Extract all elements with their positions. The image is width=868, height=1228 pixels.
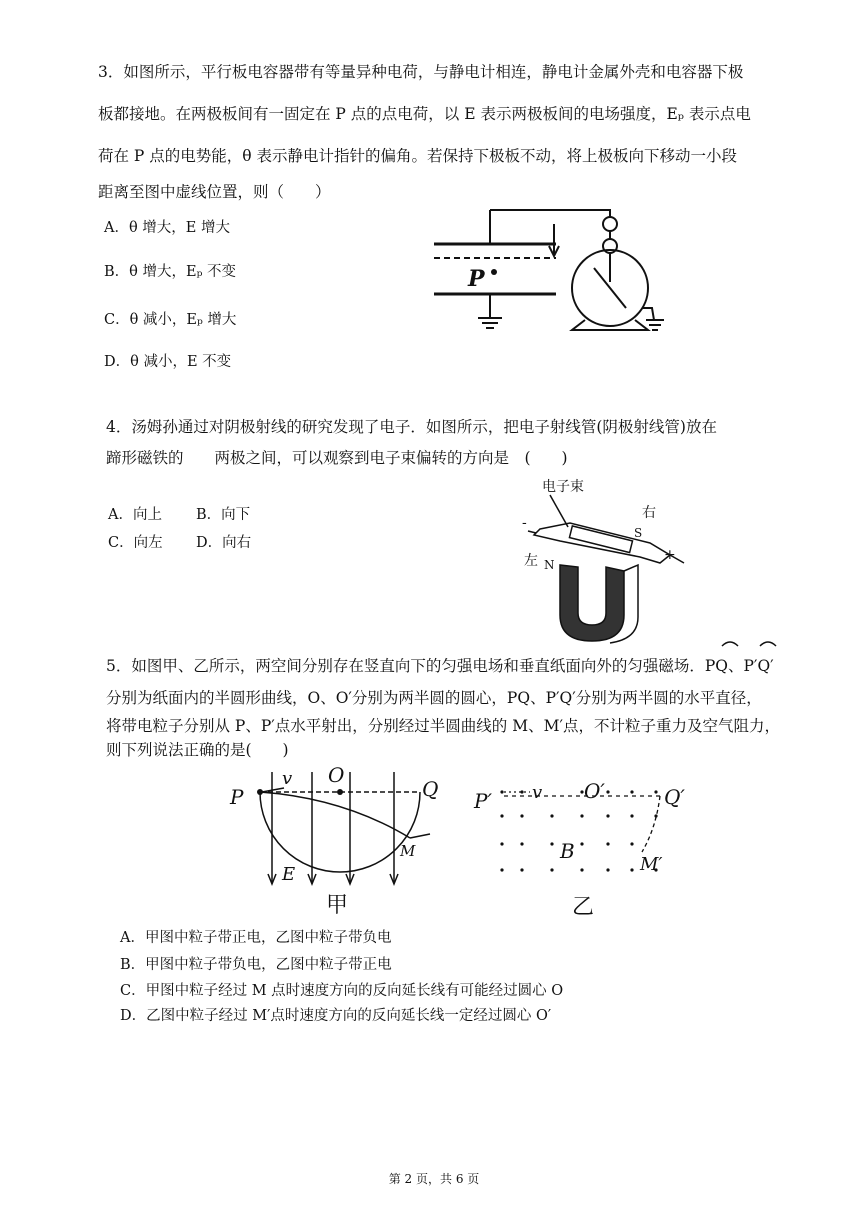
q3-fig-p-label: P (468, 266, 485, 292)
q3-capacitor-figure (420, 200, 680, 340)
q5-line2: 分别为纸面内的半圆形曲线，O、O′分别为两半圆的圆心，PQ、P′Q′分别为两半圆的水平直径， (106, 689, 762, 707)
q5-line3: 将带电粒子分别从 P、P′点水平射出，分别经过半圆曲线的 M、M′点，不计粒子重力及空气阻力， (106, 717, 780, 735)
q5-yi-o: O′ (584, 779, 605, 803)
q3-option-a: A．θ 增大，E 增大 (104, 220, 231, 236)
q5-figure-yi (470, 768, 710, 924)
q5-line4: 则下列说法正确的是( ) (106, 741, 289, 759)
q3-line1: 3．如图所示，平行板电容器带有等量异种电荷，与静电计相连，静电计金属外壳和电容器下极 (98, 63, 744, 81)
q4-line2: 蹄形磁铁的 两极之间，可以观察到电子束偏转的方向是 ( ) (106, 449, 568, 467)
q5-jia-q: Q (422, 777, 439, 801)
q5-option-b: B．甲图中粒子带负电，乙图中粒子带正电 (120, 957, 392, 973)
q5-yi-p: P′ (474, 789, 492, 813)
q5-line1: 5．如图甲、乙所示，两空间分别存在竖直向下的匀强电场和垂直纸面向外的匀强磁场．PQ、P′Q′ (106, 657, 774, 675)
q4-left-label: 左 (524, 553, 538, 569)
q5-yi-v: v (532, 782, 543, 803)
q5-jia-v: v (282, 768, 293, 789)
q5-jia-o: O (328, 763, 345, 787)
q5-jia-m: M (400, 842, 416, 860)
q5-jia-caption: 甲 (326, 893, 349, 918)
q4-beam-label: 电子束 (542, 479, 584, 495)
q5-option-d: D．乙图中粒子经过 M′点时速度方向的反向延长线一定经过圆心 O′ (120, 1008, 552, 1024)
q4-option-a: A．向上 (108, 507, 162, 523)
q3-line4: 距离至图中虚线位置，则（ ） (98, 183, 331, 201)
q3-option-b: B．θ 增大，Eₚ 不变 (104, 264, 236, 280)
q5-option-a: A．甲图中粒子带正电，乙图中粒子带负电 (120, 930, 392, 946)
q5-yi-b: B (560, 839, 575, 863)
q4-plus-label: + (664, 547, 676, 563)
q4-option-b: B．向下 (196, 507, 251, 523)
q4-minus-label: - (522, 515, 527, 531)
q3-line3: 荷在 P 点的电势能，θ 表示静电计指针的偏角。若保持下极板不动，将上极板向下移动一小段 (98, 147, 738, 165)
q5-option-c: C．甲图中粒子经过 M 点时速度方向的反向延长线有可能经过圆心 O (120, 983, 564, 999)
q5-figure-jia (224, 762, 448, 922)
q5-jia-e: E (282, 864, 296, 885)
q4-option-c: C．向左 (108, 535, 163, 551)
q3-option-c: C．θ 减小，Eₚ 增大 (104, 312, 237, 328)
q4-option-d: D．向右 (196, 535, 252, 551)
q3-line2: 板都接地。在两极板间有一固定在 P 点的点电荷，以 E 表示两极板间的电场强度，Eₚ 表示点电 (98, 105, 751, 123)
q4-tube-magnet-figure (510, 475, 700, 645)
q5-yi-q: Q′ (664, 785, 685, 809)
q5-yi-caption: 乙 (572, 895, 595, 920)
q5-yi-m: M′ (640, 854, 663, 875)
q5-jia-p: P (230, 785, 244, 809)
q4-s-label: S (634, 526, 643, 540)
q4-n-label: N (544, 558, 555, 572)
q4-right-label: 右 (642, 505, 656, 521)
q3-option-d: D．θ 减小，E 不变 (104, 354, 232, 370)
q5-arc-marks (716, 636, 786, 650)
q4-line1: 4．汤姆孙通过对阴极射线的研究发现了电子．如图所示，把电子射线管(阴极射线管)放在 (106, 418, 717, 436)
page-footer: 第 2 页，共 6 页 (388, 1172, 480, 1186)
